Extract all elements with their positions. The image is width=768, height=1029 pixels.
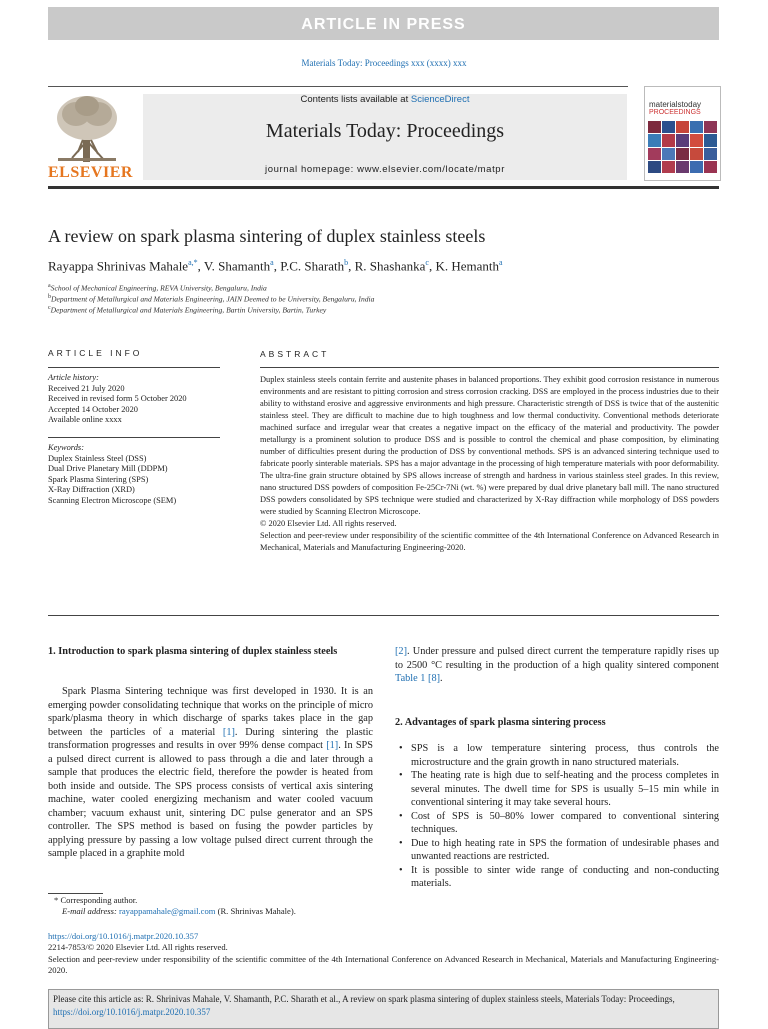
paragraph-text: . Under pressure and pulsed direct current the temperature rapidly rises up to 2500 °C resulting in the production of a high quality sintered component (395, 646, 719, 671)
citation-text: Please cite this article as: R. Shrinivas Mahale, V. Shamanth, P.C. Sharath et al., A review on spark plasma sintering of duplex stainless steels, Materials Today: Proceedings, (53, 994, 675, 1004)
footnote-rule (48, 893, 103, 894)
article-in-press-banner: ARTICLE IN PRESS (48, 7, 719, 40)
front-matter-rule (48, 615, 719, 616)
citation-link[interactable]: [2] (395, 646, 408, 657)
journal-cover-image (644, 86, 721, 181)
author-affiliation-marker[interactable]: a,* (188, 258, 198, 267)
section1-heading: 1. Introduction to spark plasma sintering of duplex stainless steels (48, 646, 338, 657)
author-list: Rayappa Shrinivas Mahale$^{a,*}$, V. Shamanth$^a$, P.C. Sharath$^b$, R. Shashanka$^c$, K. Hemanth$^a$ (48, 258, 503, 274)
author-name[interactable]: P.C. Sharath (280, 258, 345, 274)
history-item: Received 21 July 2020 (48, 383, 125, 393)
history-item: Available online xxxx (48, 415, 122, 425)
affiliation-text: School of Mechanical Engineering, REVA University, Bengaluru, India (50, 283, 267, 293)
keyword-item: Dual Drive Planetary Mill (DDPM) (48, 464, 168, 474)
table-link[interactable]: Table 1 [8] (395, 673, 441, 684)
affiliation (48, 294, 374, 304)
author-affiliation-marker[interactable]: a (499, 258, 503, 267)
article-info-heading: ARTICLE INFO (48, 348, 143, 358)
list-item: • The heating rate is high due to self-heating and the process completes in several minutes. The dwell time for SPS is usually 5–15 min while in conventional sintering it may take several hours. (411, 769, 719, 810)
affiliation-marker: a (48, 283, 51, 289)
author-name[interactable]: R. Shashanka (354, 258, 426, 274)
list-item: • It is possible to sinter wide range of conducting and non-conducting materials. (411, 864, 719, 891)
paragraph-text: . (440, 673, 443, 684)
corresponding-author: * Corresponding author. (54, 895, 138, 905)
paragraph-text: . During sintering the plastic transformation progresses and results in over 99% dense compact (48, 726, 373, 751)
section1-paragraph (48, 685, 373, 861)
advantages-list (395, 742, 719, 891)
abstract-peer-review: Selection and peer-review under responsibility of the scientific committee of the 4th International Conference on Advanced Research in Mechanical, Materials and Manufacturing Engineering-2020. (260, 531, 719, 552)
author-affiliation-marker[interactable]: c (425, 258, 429, 267)
author-name[interactable]: Rayappa Shrinivas Mahale (48, 258, 189, 274)
cover-mosaic (648, 121, 717, 173)
header-rule (48, 86, 628, 87)
citation-link[interactable]: [1] (326, 740, 339, 751)
email-link[interactable]: rayappamahale@gmail.com (118, 906, 216, 917)
section1-continuation (395, 645, 719, 686)
citation-box (48, 989, 719, 1029)
keywords (48, 443, 238, 507)
email-owner: (R. Shrinivas Mahale). (217, 906, 296, 917)
list-item: • SPS is a low temperature sintering process, thus controls the microstructure and the grain growth in nano structured materials. (411, 742, 719, 769)
paragraph-text: Spark Plasma Sintering technique was first developed in 1930. It is an emerging powder consolidating technique that works on the principle of micro spark/plasma theory in which discharge of sparks takes place in the gap between the particles of a material (48, 686, 373, 738)
section2-heading: 2. Advantages of spark plasma sintering process (395, 717, 606, 728)
affiliation-marker: b (48, 294, 51, 300)
list-item: • Due to high heating rate in SPS the formation of undesirable phases and unwanted reactions are restricted. (411, 837, 719, 864)
affiliation-text: Department of Metallurgical and Materials Engineering, JAIN Deemed to be University, Bengaluru, India (51, 294, 375, 304)
cover-subtitle: PROCEEDINGS (649, 109, 701, 116)
paper-title: A review on spark plasma sintering of duplex stainless steels (48, 226, 486, 246)
article-info-rule (48, 367, 220, 368)
keyword-item: Scanning Electron Microscope (SEM) (48, 495, 177, 505)
doi-link[interactable]: https://doi.org/10.1016/j.matpr.2020.10.357 (48, 931, 199, 941)
keyword-item: X-Ray Diffraction (XRD) (48, 485, 135, 495)
affiliation (48, 305, 326, 315)
citation-link[interactable]: [1] (222, 726, 235, 738)
article-history (48, 373, 238, 426)
elsevier-tree-icon (48, 92, 126, 164)
contents-prefix: Contents lists available at (300, 94, 409, 105)
cover-title: materialstoday (649, 100, 702, 109)
keywords-rule (48, 437, 220, 438)
contents-line (143, 94, 627, 105)
sciencedirect-link[interactable]: ScienceDirect (410, 94, 470, 105)
affiliation-text: Department of Metallurgical and Materials Engineering, Bartin University, Bartin, Turkey (50, 305, 327, 315)
corresponding-author-note (54, 895, 374, 918)
keywords-label: Keywords: (48, 443, 84, 452)
author-affiliation-marker[interactable]: b (344, 258, 349, 267)
journal-title: Materials Today: Proceedings (265, 120, 505, 142)
author-name[interactable]: V. Shamanth (203, 258, 271, 274)
list-item: • Cost of SPS is 50–80% lower compared to conventional sintering techniques. (411, 810, 719, 837)
abstract-body (260, 374, 719, 554)
history-item: Received in revised form 5 October 2020 (48, 394, 187, 404)
journal-citation-link[interactable]: Materials Today: Proceedings xxx (xxxx) xxx (301, 58, 467, 68)
issn-copyright: 2214-7853/© 2020 Elsevier Ltd. All rights reserved. (48, 942, 228, 953)
keyword-item: Spark Plasma Sintering (SPS) (48, 474, 149, 484)
history-label: Article history: (48, 373, 99, 382)
publication-meta (48, 931, 719, 977)
affiliation-marker: c (48, 305, 51, 311)
keyword-item: Duplex Stainless Steel (DSS) (48, 453, 147, 463)
peer-review-note: Selection and peer-review under responsibility of the scientific committee of the 4th International Conference on Advanced Research in Mechanical, Materials and Manufacturing Engineering-2020. (48, 953, 719, 976)
elsevier-wordmark: ELSEVIER (48, 164, 133, 181)
abstract-heading: ABSTRACT (260, 349, 330, 359)
masthead-rule (48, 186, 719, 189)
author-name[interactable]: K. Hemanth (435, 258, 499, 274)
journal-homepage[interactable]: journal homepage: www.elsevier.com/locate/matpr (265, 164, 505, 175)
abstract-text: Duplex stainless steels contain ferrite and austenite phases in balanced proportions. They exhibit good corrosion resistance in numerous environments and are resistant to pitting corrosion and stress corrosion cracking. DSS are employed in the process industries due to their ability to withstand erosive and aggressive environments and high pressure. Characteristic strength of DSS is twice that of the austenitic stainless steel. They are difficult to machine due to high toughness and low thermal conductivity. Conventional methods deteriorate machined surface and irregular wear that creates a negative impact on the efficacy of the material and productivity. The powder metallurgy is a prominent solution to produce DSS and is possible to control the chemical and phase composition, by eliminating number of difficulties present during the production of DSS by conventional methods. SPS is an advanced sintering technique used to fabricate poorly sinterable materials. SPS has a major advantage in the processing of high temperature materials with poor deformability. The ultra-fine grain structure obtained by SPS allows increase of strength and hardness in various stainless steel grades. In this review, nano structured DSS powders of composition Fe-25Cr-7Ni (wt. %) were prepared by dual drive planetary ball mill. The nano structured DSS powders consolidated by SPS technique were studied and characterized by X-Ray diffraction while morphology of DSS powders were studied by Scanning Electron Microscope. (260, 375, 720, 516)
paragraph-text: . In SPS a pulsed direct current is allowed to pass through a die and later through a sample that produces the electric field, therefore the powder is heated from both inside and outside. The SPS process consists of vertical axis sintering machine, water cooled energizing mechanism and water cooled vacuum chamber; vacuum exhaust unit, sintering DC pulse generator and an SPS controller. The SPS method is based on fusing the powder particles by applying pressure by passing a low voltage pulsed direct current through the sample placed in a graphite mold (48, 740, 373, 859)
citation-doi-link[interactable]: https://doi.org/10.1016/j.matpr.2020.10.357 (53, 1007, 211, 1017)
abstract-rule (260, 367, 719, 368)
email-label: E-mail address: (62, 906, 117, 917)
abstract-copyright: © 2020 Elsevier Ltd. All rights reserved. (260, 519, 397, 528)
author-affiliation-marker[interactable]: a (270, 258, 274, 267)
history-item: Accepted 14 October 2020 (48, 404, 138, 414)
affiliation (48, 283, 267, 293)
